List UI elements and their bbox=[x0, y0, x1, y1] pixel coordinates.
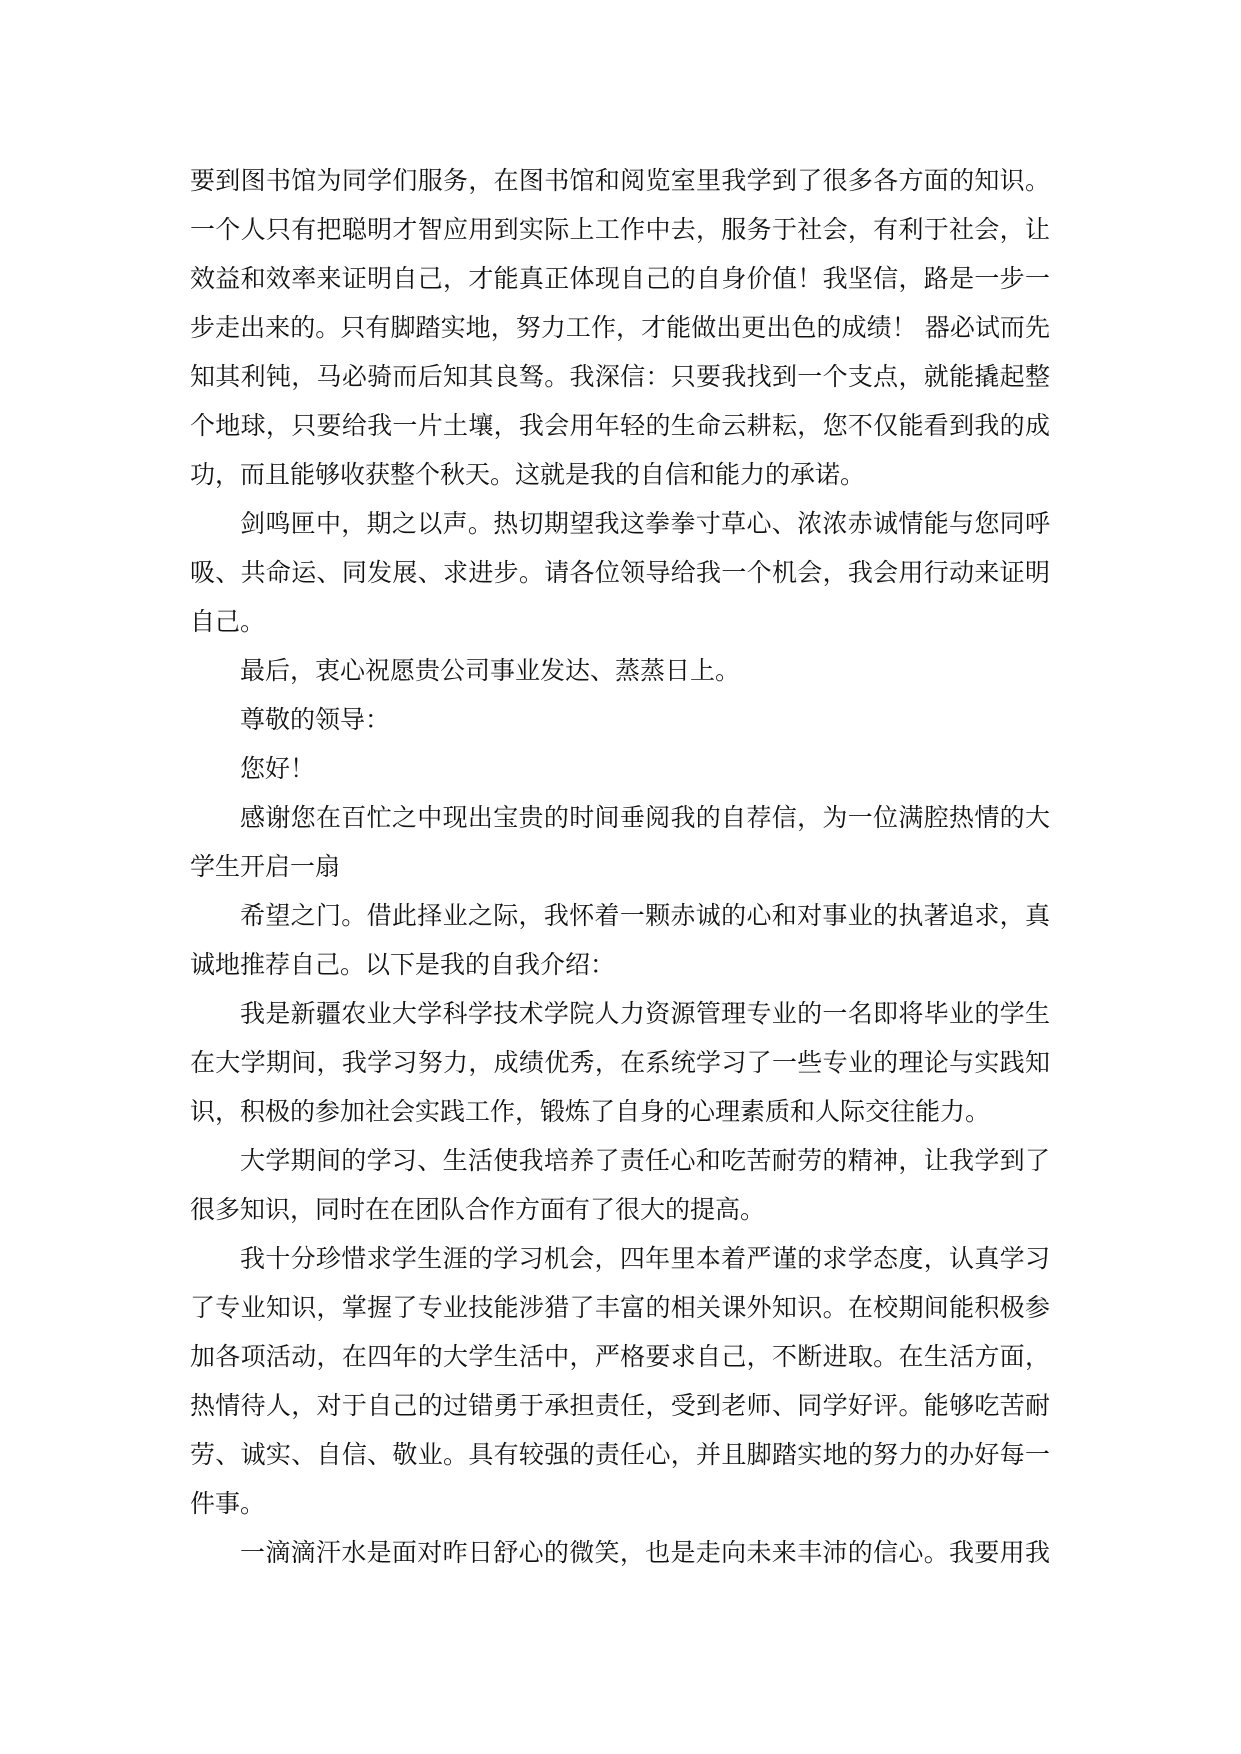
text-line: 要到图书馆为同学们服务，在图书馆和阅览室里我学到了很多各方面的知识。 bbox=[190, 166, 1050, 195]
text-line: 尊敬的领导： bbox=[240, 705, 391, 734]
text-line: 剑鸣匣中，期之以声。热切期望我这拳拳寸草心、浓浓赤诚情能与您同呼 bbox=[240, 509, 1050, 538]
text-line: 希望之门。借此择业之际，我怀着一颗赤诚的心和对事业的执著追求，真 bbox=[240, 901, 1050, 930]
text-line: 一滴滴汗水是面对昨日舒心的微笑，也是走向未来丰沛的信心。我要用我 bbox=[240, 1538, 1050, 1567]
text-line: 在大学期间，我学习努力，成绩优秀，在系统学习了一些专业的理论与实践知 bbox=[190, 1048, 1050, 1077]
text-line: 功，而且能够收获整个秋天。这就是我的自信和能力的承诺。 bbox=[190, 460, 866, 489]
text-line: 学生开启一扇 bbox=[190, 852, 341, 881]
text-line: 您好！ bbox=[240, 754, 316, 783]
text-line: 了专业知识，掌握了专业技能涉猎了丰富的相关课外知识。在校期间能积极参 bbox=[190, 1293, 1050, 1322]
text-line: 知其利钝，马必骑而后知其良驽。我深信：只要我找到一个支点，就能撬起整 bbox=[190, 362, 1050, 391]
text-line: 诚地推荐自己。以下是我的自我介绍： bbox=[190, 950, 616, 979]
text-line: 步走出来的。只有脚踏实地，努力工作，才能做出更出色的成绩！ 器必试而先 bbox=[190, 313, 1050, 342]
text-line: 个地球，只要给我一片土壤，我会用年轻的生命云耕耘，您不仅能看到我的成 bbox=[190, 411, 1050, 440]
text-line: 大学期间的学习、生活使我培养了责任心和吃苦耐劳的精神，让我学到了 bbox=[240, 1146, 1050, 1175]
text-line: 很多知识，同时在在团队合作方面有了很大的提高。 bbox=[190, 1195, 766, 1224]
text-line: 件事。 bbox=[190, 1489, 266, 1518]
text-line: 劳、诚实、自信、敬业。具有较强的责任心，并且脚踏实地的努力的办好每一 bbox=[190, 1440, 1050, 1469]
text-line: 感谢您在百忙之中现出宝贵的时间垂阅我的自荐信，为一位满腔热情的大 bbox=[240, 803, 1050, 832]
text-line: 识，积极的参加社会实践工作，锻炼了自身的心理素质和人际交往能力。 bbox=[190, 1097, 991, 1126]
document-body bbox=[190, 156, 1050, 1577]
text-line: 加各项活动，在四年的大学生活中，严格要求自己，不断进取。在生活方面， bbox=[190, 1342, 1050, 1371]
text-line: 自己。 bbox=[190, 607, 266, 636]
text-line: 我是新疆农业大学科学技术学院人力资源管理专业的一名即将毕业的学生 bbox=[240, 999, 1050, 1028]
text-line: 最后，衷心祝愿贵公司事业发达、蒸蒸日上。 bbox=[240, 656, 741, 685]
text-line: 效益和效率来证明自己，才能真正体现自己的自身价值！我坚信，路是一步一 bbox=[190, 264, 1050, 293]
text-line: 热情待人，对于自己的过错勇于承担责任，受到老师、同学好评。能够吃苦耐 bbox=[190, 1391, 1050, 1420]
text-line: 我十分珍惜求学生涯的学习机会，四年里本着严谨的求学态度，认真学习 bbox=[240, 1244, 1050, 1273]
text-line: 吸、共命运、同发展、求进步。请各位领导给我一个机会，我会用行动来证明 bbox=[190, 558, 1050, 587]
text-line: 一个人只有把聪明才智应用到实际上工作中去，服务于社会，有利于社会，让 bbox=[190, 215, 1050, 244]
